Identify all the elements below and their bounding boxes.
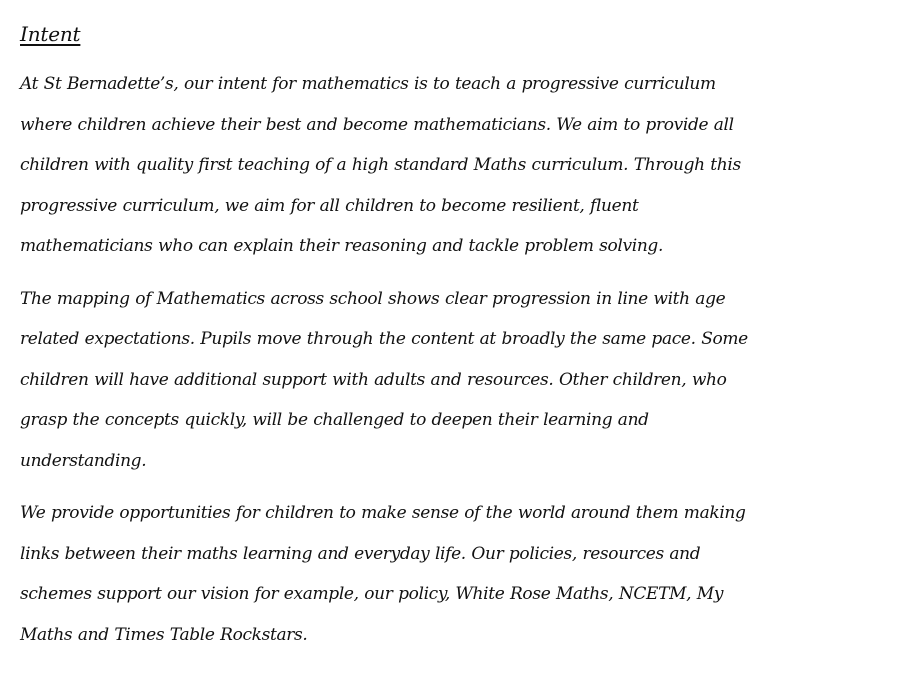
text-line: grasp the concepts quickly, will be challenged to deepen their learning and <box>20 410 649 430</box>
text-line: related expectations. Pupils move through the content at broadly the same pace. Some <box>20 329 748 349</box>
text-line: mathematicians who can explain their reasoning and tackle problem solving. <box>20 236 664 256</box>
text-line: where children achieve their best and become mathematicians. We aim to provide all <box>20 114 734 135</box>
text-line: links between their maths learning and everyday life. Our policies, resources and <box>20 543 701 564</box>
text-line: schemes support our vision for example, our policy, White Rose Maths, NCETM, My <box>20 584 724 604</box>
page-title: Intent <box>20 22 81 46</box>
text-line: children will have additional support with adults and resources. Other children, who <box>20 369 727 390</box>
document <box>20 14 880 655</box>
text-line: Maths and Times Table Rockstars. <box>20 624 308 645</box>
text-line: understanding. <box>20 450 147 471</box>
text-line: We provide opportunities for children to make sense of the world around them making <box>20 503 746 523</box>
text-line: children with quality first teaching of a high standard Maths curriculum. Through this <box>20 155 741 175</box>
text-line: At St Bernadette’s, our intent for mathematics is to teach a progressive curriculum <box>20 74 716 94</box>
paragraph-mapping <box>20 279 880 482</box>
text-line: progressive curriculum, we aim for all children to become resilient, fluent <box>20 195 639 216</box>
paragraph-intent <box>20 64 880 267</box>
text-line: The mapping of Mathematics across school shows clear progression in line with age <box>20 288 726 309</box>
paragraph-opportunities <box>20 493 880 655</box>
